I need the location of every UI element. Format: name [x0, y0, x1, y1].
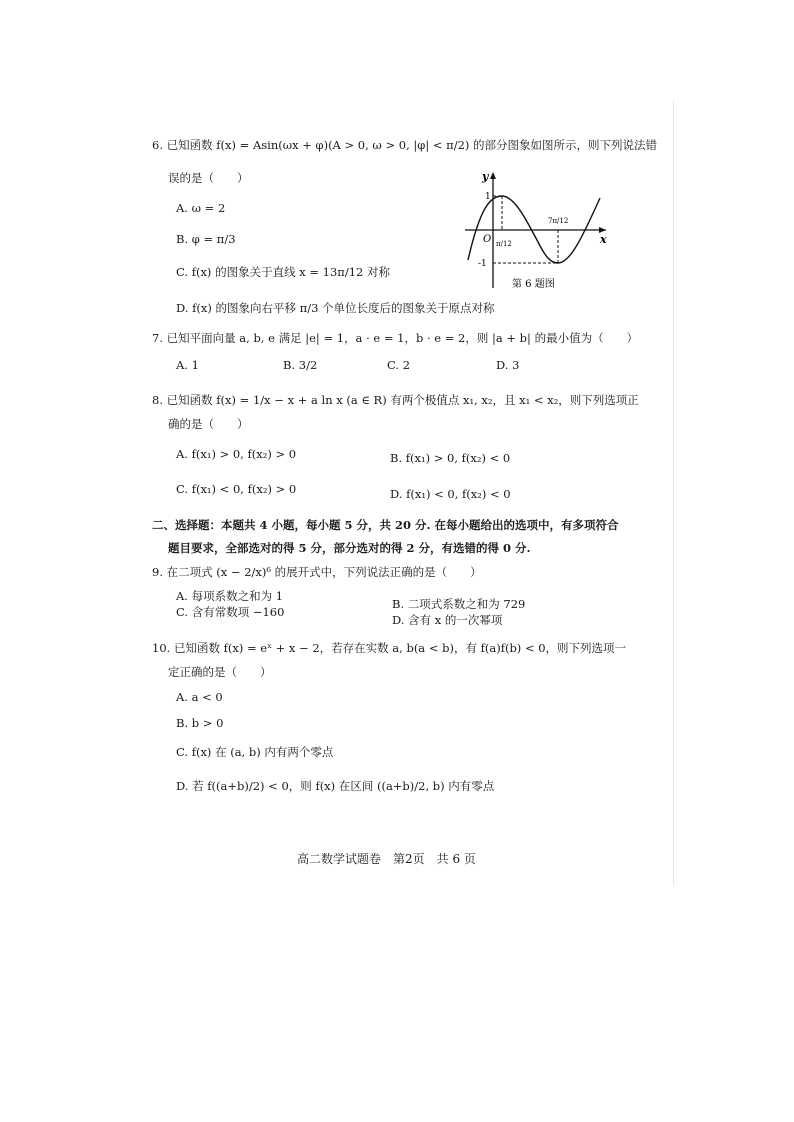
y-axis-label: y: [482, 170, 489, 183]
y-min-label: -1: [478, 259, 487, 269]
figure-caption: 第 6 题图: [512, 279, 555, 290]
q9-option-d: D. 含有 x 的一次幂项: [392, 613, 503, 627]
scan-edge-line: [673, 100, 674, 885]
q7-option-a: A. 1: [176, 358, 199, 372]
section2-heading-line2: 题目要求，全部选对的得 5 分，部分选对的得 2 分，有选错的得 0 分.: [168, 541, 531, 555]
q7-option-c: C. 2: [387, 358, 411, 372]
q9-option-a: A. 每项系数之和为 1: [176, 589, 284, 603]
q6-option-c: C. f(x) 的图象关于直线 x = 13π/12 对称: [176, 265, 391, 279]
y-max-label: 1: [485, 192, 491, 202]
q7-option-b: B. 3/2: [283, 358, 318, 372]
q6-stem-continued: 误的是（ ）: [168, 171, 249, 185]
q8-stem-continued: 确的是（ ）: [168, 417, 249, 431]
q6-option-b: B. φ = π/3: [176, 232, 236, 246]
q8-option-d: D. f(x₁) < 0, f(x₂) < 0: [390, 487, 511, 501]
x-tick-pi-over-12: π/12: [496, 240, 512, 248]
q9-option-c: C. 含有常数项 −160: [176, 605, 285, 619]
q6-option-d: D. f(x) 的图象向右平移 π/3 个单位长度后的图象关于原点对称: [176, 301, 495, 315]
page-footer: 高二数学试题卷 第2页 共 6 页: [297, 852, 476, 866]
q10-option-c: C. f(x) 在 (a, b) 内有两个零点: [176, 745, 334, 759]
q10-stem-continued: 定正确的是（ ）: [168, 665, 272, 679]
x-tick-7pi-over-12: 7π/12: [548, 217, 569, 225]
q6-stem: 6. 已知函数 f(x) = Asin(ωx + φ)(A > 0, ω > 0, |φ| < π/2) 的部分图象如图所示，则下列说法错: [152, 138, 658, 152]
origin-label: O: [483, 234, 492, 245]
q8-stem: 8. 已知函数 f(x) = 1/x − x + a ln x (a ∈ R) 有两个极值点 x₁, x₂，且 x₁ < x₂，则下列选项正: [152, 393, 639, 407]
q9-stem: 9. 在二项式 (x − 2/x)⁶ 的展开式中，下列说法正确的是（ ）: [152, 565, 482, 579]
q7-stem: 7. 已知平面向量 a, b, e 满足 |e| = 1，a · e = 1，b · e = 2，则 |a + b| 的最小值为（ ）: [152, 331, 639, 345]
q6-sine-graph: [460, 168, 610, 296]
q10-option-a: A. a < 0: [176, 690, 223, 704]
q8-option-c: C. f(x₁) < 0, f(x₂) > 0: [176, 482, 297, 496]
q9-option-b: B. 二项式系数之和为 729: [392, 597, 526, 611]
q10-option-b: B. b > 0: [176, 716, 224, 730]
q8-option-b: B. f(x₁) > 0, f(x₂) < 0: [390, 451, 511, 465]
q8-option-a: A. f(x₁) > 0, f(x₂) > 0: [176, 447, 297, 461]
y-axis-arrow: [490, 172, 496, 179]
x-axis-label: x: [600, 233, 607, 246]
q10-option-d: D. 若 f((a+b)/2) < 0，则 f(x) 在区间 ((a+b)/2, b) 内有零点: [176, 779, 495, 793]
q7-option-d: D. 3: [496, 358, 520, 372]
q6-option-a: A. ω = 2: [176, 201, 226, 215]
section2-heading-line1: 二、选择题：本题共 4 小题，每小题 5 分，共 20 分. 在每小题给出的选项中，有多项符合: [152, 518, 619, 532]
q10-stem: 10. 已知函数 f(x) = eˣ + x − 2，若存在实数 a, b(a < b)，有 f(a)f(b) < 0，则下列选项一: [152, 641, 627, 655]
